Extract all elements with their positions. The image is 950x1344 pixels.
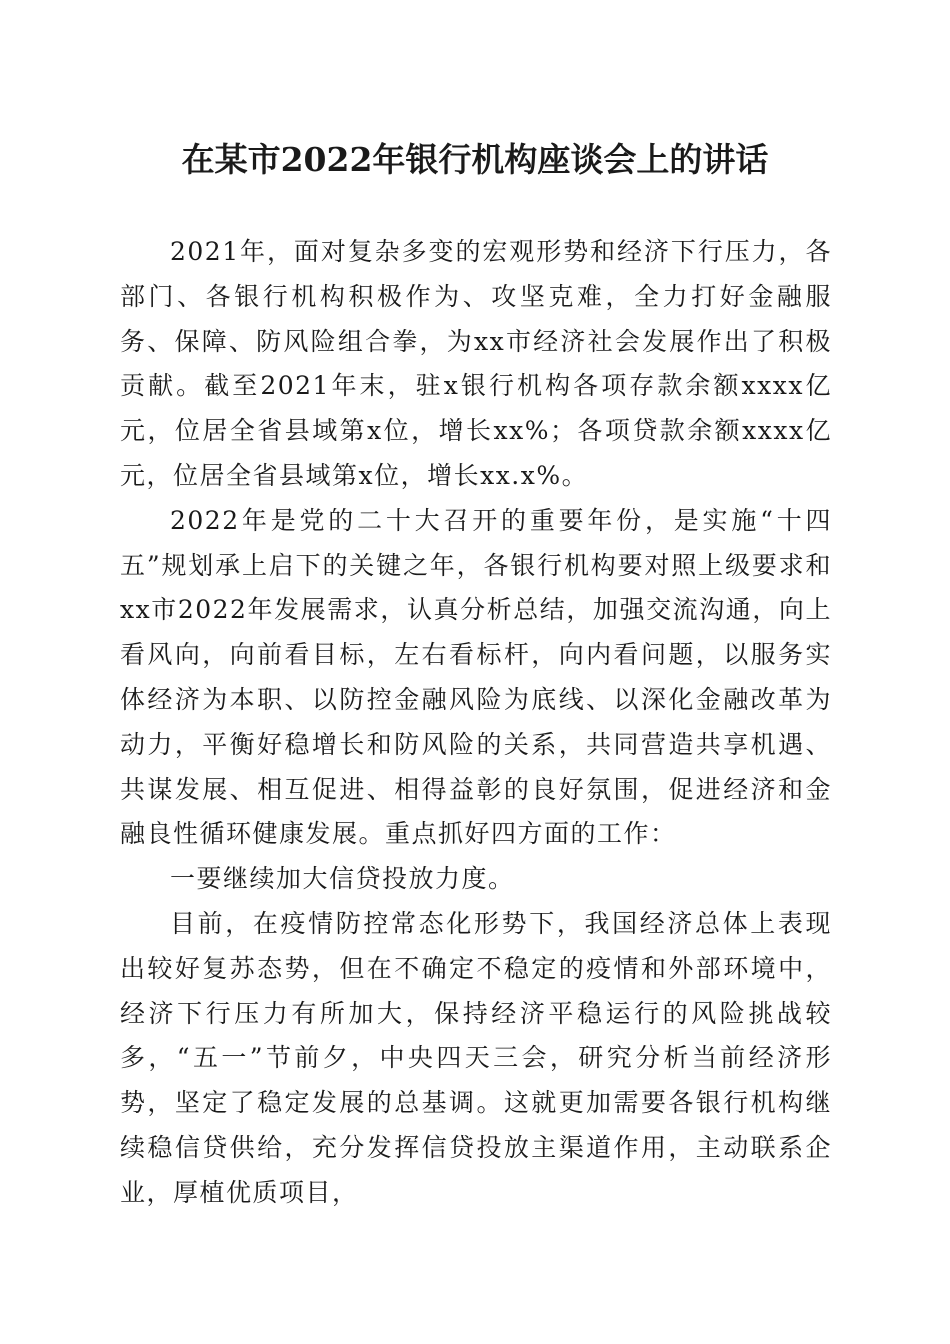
paragraph-2: 2022年是党的二十大召开的重要年份，是实施“十四五”规划承上启下的关键之年，各银行机构要对照上级要求和xx市2022年发展需求，认真分析总结，加强交流沟通，向上看风向，向前看目标，左右看标杆，向内看问题，以服务实体经济为本职、以防控金融风险为底线、以深化金融改革为动力，平衡好稳增长和防风险的关系，共同营造共享机遇、共谋发展、相互促进、相得益彰的良好氛围，促进经济和金融良性循环健康发展。重点抓好四方面的工作：	[120, 505, 832, 849]
paragraph-1: 2021年，面对复杂多变的宏观形势和经济下行压力，各部门、各银行机构积极作为、攻坚克难，全力打好金融服务、保障、防风险组合拳，为xx市经济社会发展作出了积极贡献。截至2021年末，驻x银行机构各项存款余额xxxx亿元，位居全省县域第x位，增长xx%；各项贷款余额xxxx亿元，位居全省县域第x位，增长xx.x%。	[120, 237, 832, 490]
document-title: 在某市2022年银行机构座谈会上的讲话	[181, 140, 769, 179]
paragraph-4: 目前，在疫情防控常态化形势下，我国经济总体上表现出较好复苏态势，但在不确定不稳定的疫情和外部环境中，经济下行压力有所加大，保持经济平稳运行的风险挑战较多，“五一”节前夕，中央四天三会，研究分析当前经济形势，坚定了稳定发展的总基调。这就更加需要各银行机构继续稳信贷供给，充分发挥信贷投放主渠道作用，主动联系企业，厚植优质项目，	[120, 908, 832, 1207]
document-body	[120, 230, 832, 1216]
paragraph-3-heading: 一要继续加大信贷投放力度。	[170, 864, 515, 894]
